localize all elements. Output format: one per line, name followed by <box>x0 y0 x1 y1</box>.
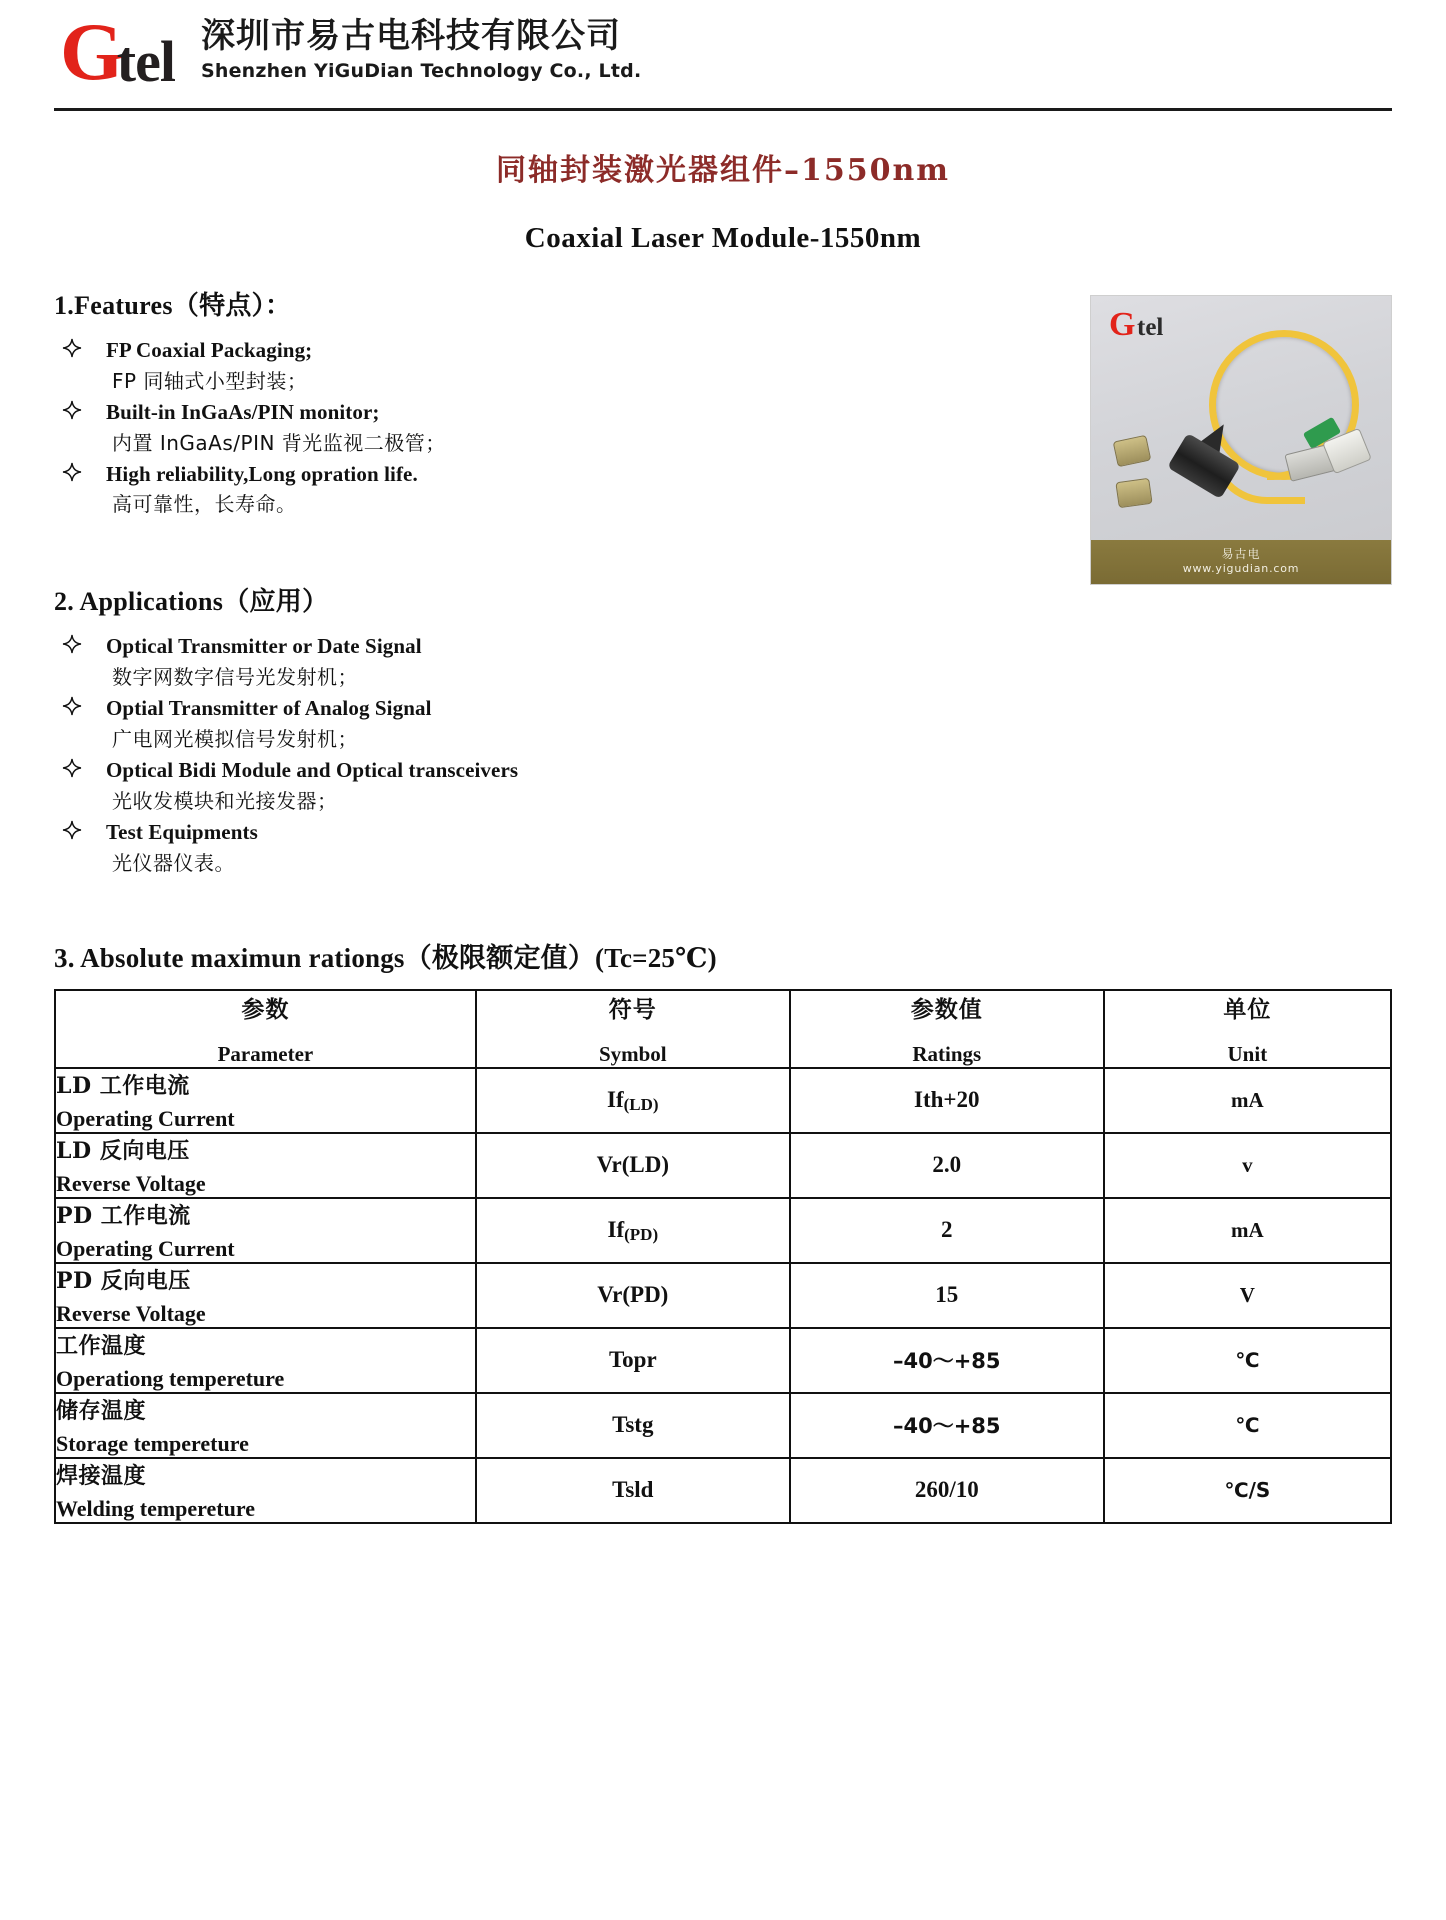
param-cn: 工作温度 <box>56 1332 147 1359</box>
cell-rating: 2.0 <box>790 1133 1104 1198</box>
header-en: Symbol <box>598 1041 667 1066</box>
list-item <box>54 756 1392 816</box>
application-en: Optical Transmitter or Date Signal <box>106 634 422 659</box>
cell-unit: v <box>1104 1133 1391 1198</box>
table-header-parameter <box>55 990 476 1068</box>
cell-parameter <box>55 1328 476 1393</box>
cell-unit: mA <box>1104 1198 1391 1263</box>
cell-rating: –40～+85 <box>790 1393 1104 1458</box>
table-row <box>55 1393 1391 1458</box>
header-cn: 单位 <box>1223 995 1272 1023</box>
symbol-main: Vr(PD) <box>597 1282 669 1308</box>
company-name-cn: 深圳市易古电科技有限公司 <box>200 16 621 56</box>
list-item <box>54 632 1392 692</box>
cell-parameter <box>55 1198 476 1263</box>
table-header-row <box>55 990 1391 1068</box>
logo-tel-text: tel <box>116 29 175 95</box>
feature-en: Built-in InGaAs/PIN monitor; <box>106 399 380 424</box>
list-item <box>54 398 1392 458</box>
cell-rating: 260/10 <box>790 1458 1104 1523</box>
diamond-bullet-icon <box>62 758 82 780</box>
feature-cn: 内置 InGaAs/PIN 背光监视二极管； <box>112 430 446 455</box>
list-item <box>54 336 1392 396</box>
table-row <box>55 1068 1391 1133</box>
application-cn: 数字网数字信号光发射机； <box>112 665 358 690</box>
symbol-main: Topr <box>608 1347 657 1373</box>
feature-en: High reliability,Long opration life. <box>106 461 418 486</box>
photo-caption-cn: 易古电 <box>1221 547 1261 561</box>
photo-caption <box>1091 540 1391 584</box>
diamond-bullet-icon <box>62 338 82 360</box>
cell-symbol <box>476 1068 790 1133</box>
cell-unit: ℃ <box>1104 1393 1391 1458</box>
cell-parameter <box>55 1133 476 1198</box>
cell-rating: –40～+85 <box>790 1328 1104 1393</box>
header-cn: 参数值 <box>910 995 983 1023</box>
param-en: Operating Current <box>56 1105 235 1131</box>
symbol-main: Vr(LD) <box>596 1152 669 1178</box>
header-divider <box>54 108 1392 111</box>
cell-parameter <box>55 1263 476 1328</box>
page-title-cn: 同轴封装激光器组件–1550nm <box>495 153 951 188</box>
features-list <box>54 336 1392 519</box>
param-cn: 储存温度 <box>56 1397 147 1424</box>
application-en: Test Equipments <box>106 819 258 844</box>
param-en: Operationg tempereture <box>56 1365 285 1391</box>
table-row <box>55 1133 1391 1198</box>
header-cn: 参数 <box>241 995 290 1023</box>
diamond-bullet-icon <box>62 462 82 484</box>
param-en: Welding tempereture <box>56 1495 255 1521</box>
symbol-main: Tstg <box>612 1412 654 1438</box>
features-heading: 1.Features（特点）： <box>54 291 292 320</box>
application-cn: 光收发模块和光接发器； <box>112 788 338 813</box>
symbol-main: If <box>607 1217 625 1243</box>
symbol-sub: (PD) <box>624 1225 659 1245</box>
header-cn: 符号 <box>608 995 657 1023</box>
cell-symbol <box>476 1198 790 1263</box>
symbol-sub: (LD) <box>623 1095 659 1115</box>
diamond-bullet-icon <box>62 634 82 656</box>
application-cn: 广电网光模拟信号发射机； <box>112 727 358 752</box>
application-en: Optial Transmitter of Analog Signal <box>106 696 432 721</box>
company-name-block <box>201 8 641 82</box>
cell-symbol <box>476 1393 790 1458</box>
param-en: Reverse Voltage <box>56 1170 206 1196</box>
diamond-bullet-icon <box>62 696 82 718</box>
header-en: Parameter <box>217 1041 314 1066</box>
absolute-maximum-ratings-table <box>54 989 1392 1524</box>
company-logo <box>60 6 175 98</box>
list-item <box>54 460 1392 520</box>
photo-logo-tel: tel <box>1137 314 1164 341</box>
photo-caption-url: www.yigudian.com <box>1182 562 1300 575</box>
cell-parameter <box>55 1458 476 1523</box>
cell-symbol <box>476 1328 790 1393</box>
cell-symbol <box>476 1458 790 1523</box>
table-header-symbol <box>476 990 790 1068</box>
logo-g-letter: G <box>60 6 121 98</box>
table-row <box>55 1198 1391 1263</box>
page-title-en: Coaxial Laser Module-1550nm <box>524 222 922 254</box>
applications-list <box>54 632 1392 877</box>
symbol-main: Tsld <box>612 1477 654 1503</box>
param-cn: 焊接温度 <box>56 1462 147 1489</box>
photo-logo-g: G <box>1109 306 1135 343</box>
symbol-main: If <box>607 1087 624 1113</box>
param-cn: PD 反向电压 <box>56 1267 191 1294</box>
cell-symbol <box>476 1133 790 1198</box>
letterhead <box>0 0 1446 108</box>
cell-unit: ℃/S <box>1104 1458 1391 1523</box>
param-cn: LD 工作电流 <box>56 1072 190 1099</box>
diamond-bullet-icon <box>62 820 82 842</box>
cell-unit: mA <box>1104 1068 1391 1133</box>
header-en: Unit <box>1227 1041 1268 1066</box>
cell-parameter <box>55 1068 476 1133</box>
cell-rating: 2 <box>790 1198 1104 1263</box>
table-row <box>55 1458 1391 1523</box>
cell-parameter <box>55 1393 476 1458</box>
feature-cn: 高可靠性，长寿命。 <box>112 492 297 517</box>
param-en: Reverse Voltage <box>56 1300 206 1326</box>
application-cn: 光仪器仪表。 <box>112 850 235 875</box>
param-cn: LD 反向电压 <box>56 1137 190 1164</box>
feature-en: FP Coaxial Packaging; <box>106 338 313 362</box>
applications-heading: 2. Applications（应用） <box>54 587 329 617</box>
cell-unit: ℃ <box>1104 1328 1391 1393</box>
cell-rating: 15 <box>790 1263 1104 1328</box>
application-en: Optical Bidi Module and Optical transceivers <box>106 758 519 783</box>
body-content <box>0 285 1446 878</box>
header-en: Ratings <box>912 1041 982 1066</box>
table-header-ratings <box>790 990 1104 1068</box>
param-cn: PD 工作电流 <box>56 1202 191 1229</box>
list-item <box>54 694 1392 754</box>
list-item <box>54 818 1392 878</box>
table-row <box>55 1263 1391 1328</box>
param-en: Storage tempereture <box>56 1430 249 1456</box>
param-en: Operating Current <box>56 1235 235 1261</box>
diamond-bullet-icon <box>62 400 82 422</box>
ratings-table-wrap <box>0 989 1446 1524</box>
cell-symbol <box>476 1263 790 1328</box>
table-row <box>55 1328 1391 1393</box>
ratings-heading: 3. Absolute maximun rationgs（极限额定值）(Tc=25℃) <box>54 942 717 973</box>
company-name-en: Shenzhen YiGuDian Technology Co., Ltd. <box>200 60 642 83</box>
cell-rating: Ith+20 <box>790 1068 1104 1133</box>
cell-unit: V <box>1104 1263 1391 1328</box>
table-header-unit <box>1104 990 1391 1068</box>
feature-cn: FP 同轴式小型封装； <box>112 368 308 393</box>
